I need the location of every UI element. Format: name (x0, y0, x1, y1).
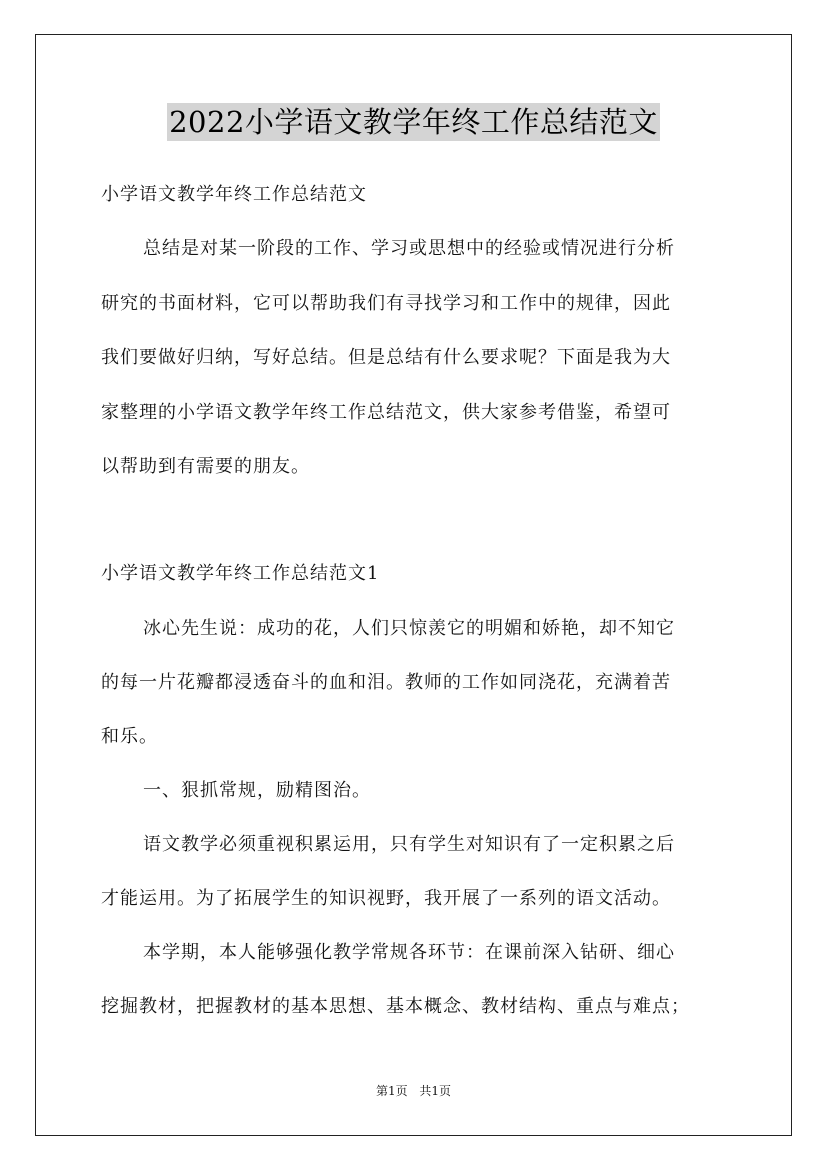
body-line: 语文教学必须重视积累运用，只有学生对知识有了一定积累之后 (143, 834, 675, 855)
body-line: 本学期，本人能够强化教学常规各环节：在课前深入钻研、细心 (143, 942, 675, 963)
body-line: 才能运用。为了拓展学生的知识视野，我开展了一系列的语文活动。 (101, 888, 671, 909)
page-footer (0, 1083, 827, 1099)
title-container (0, 103, 827, 141)
section-heading: 小学语文教学年终工作总结范文1 (101, 563, 380, 584)
body-line: 总结是对某一阶段的工作、学习或思想中的经验或情况进行分析 (143, 238, 675, 259)
section-heading: 小学语文教学年终工作总结范文 (101, 184, 367, 205)
body-line: 挖掘教材，把握教材的基本思想、基本概念、教材结构、重点与难点； (101, 996, 690, 1017)
page-number: 第1页 (375, 1084, 408, 1098)
body-line: 我们要做好归纳，写好总结。但是总结有什么要求呢？下面是我为大 (101, 347, 671, 368)
page-total: 共1页 (419, 1084, 452, 1098)
body-line: 研究的书面材料，它可以帮助我们有寻找学习和工作中的规律，因此 (101, 293, 671, 314)
body-line: 冰心先生说：成功的花，人们只惊羡它的明媚和娇艳，却不知它 (143, 618, 675, 639)
body-line: 以帮助到有需要的朋友。 (101, 456, 310, 477)
document-title: 2022小学语文教学年终工作总结范文 (169, 105, 658, 139)
subheading: 一、狠抓常规，励精图治。 (143, 780, 371, 801)
body-line: 的每一片花瓣都浸透奋斗的血和泪。教师的工作如同浇花，充满着苦 (101, 672, 671, 693)
body-line: 家整理的小学语文教学年终工作总结范文，供大家参考借鉴，希望可 (101, 402, 671, 423)
body-line: 和乐。 (101, 726, 158, 747)
